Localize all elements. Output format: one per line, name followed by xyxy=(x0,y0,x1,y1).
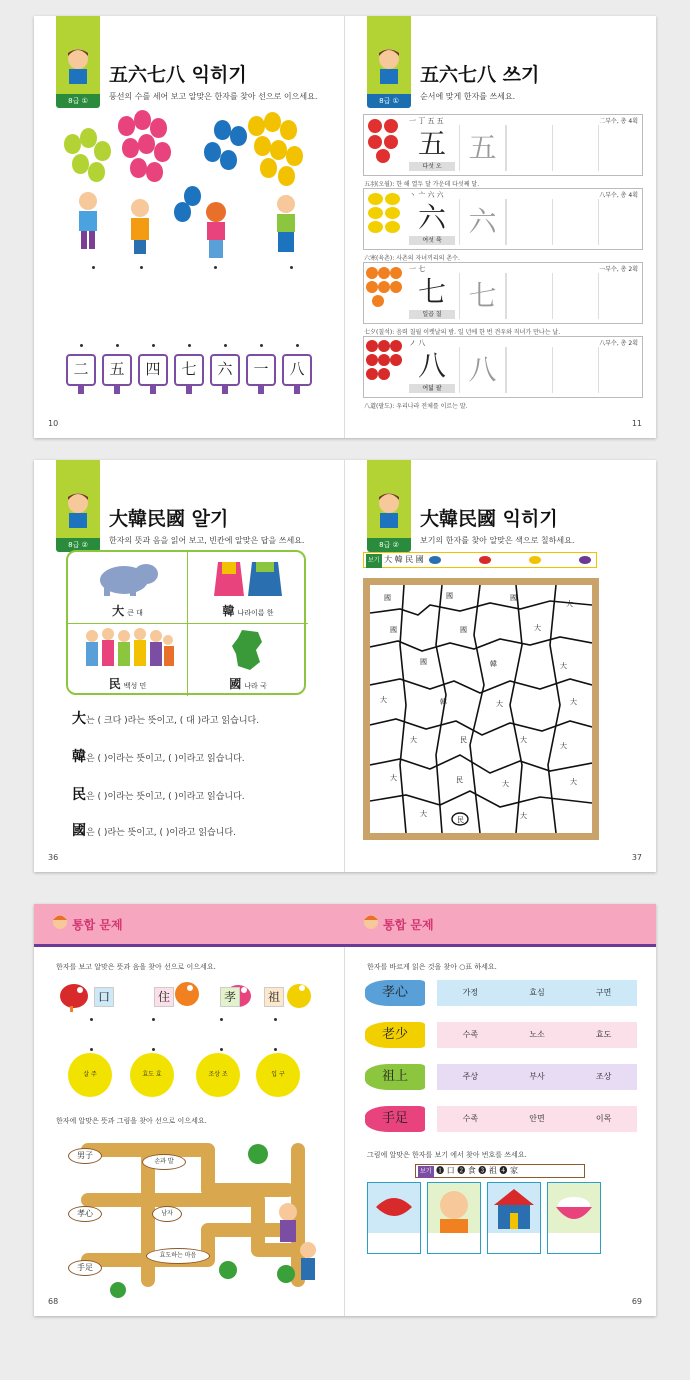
option[interactable]: 이목 xyxy=(595,1114,612,1123)
picture-card[interactable] xyxy=(367,1182,421,1254)
cell-hanja: 民 xyxy=(108,677,121,691)
page-number: 10 xyxy=(48,419,59,428)
option[interactable]: 수족 xyxy=(462,1030,479,1039)
hanbok-icon xyxy=(210,556,286,600)
kid-avatar-icon xyxy=(372,490,406,528)
meaning-bubble[interactable]: 남자 xyxy=(152,1206,182,1222)
cell-meaning: 나라 국 xyxy=(244,682,267,690)
page-number: 69 xyxy=(631,1297,642,1306)
bogi-label: 보기 xyxy=(366,554,382,568)
answer-sun[interactable]: 입 구 xyxy=(256,1053,300,1097)
picture-card[interactable] xyxy=(547,1182,601,1254)
grandpa-icon xyxy=(428,1183,480,1233)
page-11 xyxy=(345,16,656,438)
hanja-card[interactable]: 七 xyxy=(174,354,204,386)
hanja-card[interactable]: 孝 xyxy=(220,987,240,1007)
option[interactable]: 노소 xyxy=(529,1030,545,1039)
kid-face-icon xyxy=(52,913,68,931)
word-bubble[interactable]: 手足 xyxy=(68,1260,102,1276)
rice-bowl-icon xyxy=(548,1183,600,1233)
picture-card[interactable] xyxy=(427,1182,481,1254)
hanja-fish: 老少 xyxy=(365,1022,425,1048)
option[interactable]: 효도 xyxy=(595,1030,612,1039)
page-10 xyxy=(34,16,345,438)
meaning-bubble[interactable]: 효도하는 마음 xyxy=(146,1248,210,1264)
reading-options xyxy=(437,1022,637,1048)
writing-row xyxy=(363,262,643,336)
hanja-card[interactable]: 五 xyxy=(102,354,132,386)
word-bubble[interactable]: 孝心 xyxy=(68,1206,102,1222)
model-hanja: 五 xyxy=(417,127,446,160)
instruction: 순서에 맞게 한자를 쓰세요. xyxy=(420,92,516,101)
instruction-2: 그림에 알맞은 한자를 보기 에서 찾아 번호를 쓰세요. xyxy=(367,1151,527,1159)
instruction-1: 한자를 보고 알맞은 뜻과 음을 찾아 선으로 이으세요. xyxy=(56,963,216,971)
page-37 xyxy=(345,460,656,872)
korea-map-icon xyxy=(228,628,268,672)
option[interactable]: 효심 xyxy=(529,988,545,997)
vocab-grid xyxy=(66,550,306,695)
writing-grid[interactable] xyxy=(505,347,643,393)
cell-hanja: 韓 xyxy=(222,604,235,618)
option[interactable]: 주상 xyxy=(462,1072,479,1081)
hanja-meaning: 일곱 칠 xyxy=(409,310,455,319)
bogi-items: ❶ 口 ❷ 食 ❸ 祖 ❹ 家 xyxy=(436,1166,518,1175)
kid-face-icon xyxy=(363,913,379,931)
sentence-1 xyxy=(72,708,259,728)
cell-meaning: 큰 대 xyxy=(127,609,143,617)
stroke-order: ノ 八 xyxy=(409,339,426,347)
child-figure-icon xyxy=(202,202,230,262)
page-number: 68 xyxy=(48,1297,59,1306)
radical-info: 二부수, 총 4획 xyxy=(599,118,638,125)
hanja-card[interactable]: 口 xyxy=(94,987,114,1007)
hanja-fish: 手足 xyxy=(365,1106,425,1132)
child-figure-icon xyxy=(272,194,300,254)
cell-meaning: 나라이름 한 xyxy=(237,609,274,617)
cell-hanja: 大 xyxy=(112,604,125,618)
red-bird-icon xyxy=(56,978,92,1012)
reading-options xyxy=(437,1106,637,1132)
stroke-order: 一 丁 五 五 xyxy=(409,117,444,125)
word-bubble[interactable]: 男子 xyxy=(68,1148,102,1164)
page-number: 37 xyxy=(631,853,642,862)
apples-icon xyxy=(364,337,404,385)
radical-info: 一부수, 총 2획 xyxy=(599,266,638,273)
option[interactable]: 안면 xyxy=(529,1114,545,1123)
cell-hanja: 國 xyxy=(229,677,242,691)
reading-options xyxy=(437,980,637,1006)
hanja-card[interactable]: 二 xyxy=(66,354,96,386)
option[interactable]: 구면 xyxy=(595,988,612,997)
writing-grid[interactable] xyxy=(505,273,643,319)
hanja-fish: 祖上 xyxy=(365,1064,425,1090)
level-badge: 8급 ② xyxy=(367,538,411,552)
hanja-card[interactable]: 一 xyxy=(246,354,276,386)
writing-row xyxy=(363,336,643,410)
strawberries-icon xyxy=(364,115,404,163)
spread-2 xyxy=(34,460,656,872)
reading-options xyxy=(437,1064,637,1090)
page-title: 五六七八 익히기 xyxy=(109,64,247,86)
sentence-text: 은 ( )이라는 뜻이고, ( )이라고 읽습니다. xyxy=(86,754,245,764)
writing-grid[interactable] xyxy=(505,199,643,245)
sentence-hanja: 國 xyxy=(72,823,86,839)
level-badge: 8급 ① xyxy=(56,94,100,108)
hanja-meaning: 여섯 륙 xyxy=(409,236,455,245)
model-hanja: 八 xyxy=(417,349,446,382)
usage-note: 六寒(육촌): 사촌의 자녀끼리의 촌수. xyxy=(364,255,460,262)
level-badge: 8급 ① xyxy=(367,94,411,108)
hanja-fish: 孝心 xyxy=(365,980,425,1006)
option[interactable]: 부사 xyxy=(529,1072,545,1081)
vocab-cell xyxy=(188,552,308,624)
hanja-card[interactable]: 八 xyxy=(282,354,312,386)
sentence-text: 는 ( 크다 )라는 뜻이고, ( 대 )라고 읽습니다. xyxy=(86,716,260,726)
spread-1 xyxy=(34,16,656,438)
hanja-card[interactable]: 祖 xyxy=(264,987,284,1007)
sentence-hanja: 韓 xyxy=(72,749,86,765)
yellow-duck-icon xyxy=(284,978,314,1012)
instruction: 보기의 한자를 찾아 알맞은 색으로 칠하세요. xyxy=(420,536,575,545)
stroke-order: 一 七 xyxy=(409,265,426,273)
coloring-puzzle[interactable]: 國 國 國 大 國 國 大 國 韓 大 大 韓 大 大 大 民 大 大 大 民 大 大 大 民 大 xyxy=(363,578,599,840)
instruction: 한자의 뜻과 음을 읽어 보고, 빈칸에 알맞은 답을 쓰세요. xyxy=(109,536,305,545)
trace-hanja[interactable]: 六 xyxy=(459,199,505,245)
sentence-hanja: 大 xyxy=(72,711,86,727)
writing-row xyxy=(363,188,643,262)
kid-avatar-icon xyxy=(61,46,95,84)
lips-icon xyxy=(368,1183,420,1233)
lemons-icon xyxy=(364,189,404,237)
sentence-2[interactable] xyxy=(72,746,245,766)
model-hanja: 六 xyxy=(417,201,446,234)
puzzle-lines-icon xyxy=(370,585,592,833)
hanja-card[interactable]: 住 xyxy=(154,987,174,1007)
hanja-card[interactable]: 四 xyxy=(138,354,168,386)
stroke-order: 丶 亠 六 六 xyxy=(409,191,444,199)
page-69 xyxy=(345,904,656,1316)
radical-info: 八부수, 총 2획 xyxy=(599,340,638,347)
kid-avatar-icon xyxy=(372,46,406,84)
vocab-cell xyxy=(68,552,188,624)
hippo-icon xyxy=(96,558,158,596)
oranges-icon xyxy=(364,263,404,311)
bogi-label: 보기 xyxy=(418,1166,434,1178)
page-title: 통합 문제 xyxy=(383,918,434,932)
house-icon xyxy=(488,1183,540,1233)
level-badge: 8급 ② xyxy=(56,538,100,552)
instruction: 풍선의 수를 세어 보고 알맞은 한자를 찾아 선으로 이으세요. xyxy=(109,92,318,101)
usage-note: 五羽(오월): 한 해 열두 달 가운데 다섯째 달. xyxy=(364,181,480,188)
orange-bird-icon xyxy=(172,978,202,1012)
hanja-card[interactable]: 六 xyxy=(210,354,240,386)
cell-meaning: 백성 민 xyxy=(123,682,147,690)
writing-row xyxy=(363,114,643,188)
page-title: 大韓民國 알기 xyxy=(109,508,229,530)
option[interactable]: 수족 xyxy=(462,1114,479,1123)
kid-avatar-icon xyxy=(61,490,95,528)
instruction-2: 한자에 알맞은 뜻과 그림을 찾아 선으로 이으세요. xyxy=(56,1117,207,1125)
spread-3 xyxy=(34,904,656,1316)
answer-sun[interactable]: 효도 효 xyxy=(130,1053,174,1097)
vocab-cell xyxy=(188,624,308,696)
usage-note: 七夕(칠석): 음력 칠월 이렛날의 밤. 일 년에 한 번 견우와 직녀가 만나는 날. xyxy=(364,329,561,336)
bogi-items: 大 韓 民 國 xyxy=(384,555,424,564)
model-hanja: 七 xyxy=(417,275,446,308)
answer-sun[interactable]: 조상 조 xyxy=(196,1053,240,1097)
page-number: 11 xyxy=(631,419,642,428)
page-36 xyxy=(34,460,345,872)
page-title: 大韓民國 익히기 xyxy=(420,508,558,530)
page-68 xyxy=(34,904,345,1316)
picture-card[interactable] xyxy=(487,1182,541,1254)
sentence-3[interactable] xyxy=(72,784,245,804)
option[interactable]: 가정 xyxy=(462,988,479,997)
writing-grid[interactable] xyxy=(505,125,643,171)
bogi-box xyxy=(415,1164,585,1178)
radical-info: 八부수, 총 4획 xyxy=(599,192,638,199)
instruction-1: 한자를 바르게 읽은 것을 찾아 ○표 하세요. xyxy=(367,963,497,971)
sentence-hanja: 民 xyxy=(72,787,86,803)
hanja-meaning: 여덟 팔 xyxy=(409,384,455,393)
trace-hanja[interactable]: 七 xyxy=(459,273,505,319)
trace-hanja[interactable]: 五 xyxy=(459,125,505,171)
child-figure-icon xyxy=(74,191,102,251)
trace-hanja[interactable]: 八 xyxy=(459,347,505,393)
usage-note: 八道(팔도): 우리나라 전체를 이르는 말. xyxy=(364,403,468,410)
vocab-cell xyxy=(68,624,188,696)
sentence-text: 은 ( )라는 뜻이고, ( )이라고 읽습니다. xyxy=(86,828,236,838)
option[interactable]: 조상 xyxy=(595,1072,612,1081)
sentence-4[interactable] xyxy=(72,820,236,840)
page-title: 五六七八 쓰기 xyxy=(420,64,540,86)
page-title: 통합 문제 xyxy=(72,918,123,932)
hanja-meaning: 다섯 오 xyxy=(409,162,455,171)
people-group-icon xyxy=(80,626,176,670)
child-figure-icon xyxy=(126,198,154,258)
page-number: 36 xyxy=(48,853,59,862)
sentence-text: 은 ( )이라는 뜻이고, ( )이라고 읽습니다. xyxy=(86,792,245,802)
answer-sun[interactable]: 살 주 xyxy=(68,1053,112,1097)
meaning-bubble[interactable]: 손과 발 xyxy=(142,1154,186,1170)
